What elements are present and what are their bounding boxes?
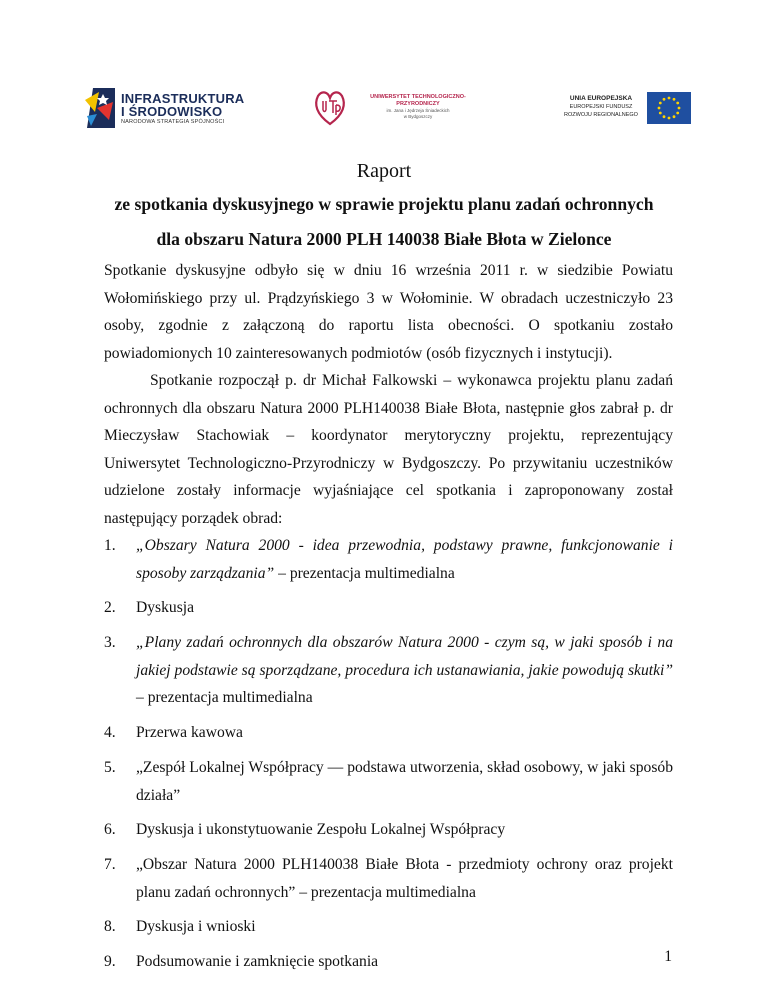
- logo-strip: [0, 84, 768, 132]
- agenda-item-text: [136, 594, 673, 622]
- infrastruktura-line2: I ŚRODOWISKO: [121, 104, 223, 119]
- agenda-item-text: [136, 532, 673, 587]
- agenda-item-note: Podsumowanie i zamknięcie spotkania: [136, 953, 379, 970]
- infrastruktura-line1: INFRASTRUKTURA: [121, 91, 245, 106]
- paragraph-meeting-details: Spotkanie dyskusyjne odbyło się w dniu 16 września 2011 r. w siedzibie Powiatu Wołomińskiego przy ul. Prądzyńskiego 3 w Wołominie. W obradach uczestniczyło 23 osoby, zgodnie z załączoną do raportu lista obecności. O spotkaniu zostało powiadomionych 10 zainteresowanych podmiotów (osób fizycznych i instytucji).: [104, 262, 673, 362]
- agenda-item-note: Dyskusja i wnioski: [136, 918, 256, 935]
- agenda-item-text: [136, 754, 673, 809]
- agenda-item-number: 4.: [104, 724, 116, 741]
- agenda-item-number: 5.: [104, 759, 116, 776]
- utp-line1: UNIWERSYTET TECHNOLOGICZNO-PRZYRODNICZY: [370, 94, 466, 107]
- eu-logo: [556, 92, 688, 126]
- agenda-item-note: Dyskusja: [136, 599, 195, 616]
- agenda-item-note: – prezentacja multimedialna: [274, 564, 455, 582]
- agenda-item-number: 7.: [104, 856, 116, 873]
- infrastruktura-text: [121, 92, 244, 126]
- infrastruktura-emblem-icon: [83, 86, 117, 130]
- eu-line2: EUROPEJSKI FUNDUSZ: [569, 104, 633, 110]
- eu-text: [556, 94, 646, 119]
- agenda-item-text: [136, 913, 673, 941]
- infrastruktura-logo: [83, 86, 243, 132]
- agenda-item-text: [136, 629, 673, 712]
- eu-line3: ROZWOJU REGIONALNEGO: [564, 112, 638, 118]
- agenda-item-text: [136, 816, 673, 844]
- agenda-item-note: – prezentacja multimedialna: [136, 689, 313, 706]
- eu-flag-icon: [647, 92, 691, 124]
- utp-line3: w Bydgoszczy: [403, 114, 433, 119]
- document-subtitle-line1: ze spotkania dyskusyjnego w sprawie projektu planu zadań ochronnych: [114, 194, 654, 214]
- document-title: Raport: [356, 160, 412, 182]
- agenda-item-title: „Obszary Natura 2000 - idea przewodnia, podstawy prawne, funkcjonowanie i sposoby zarządzania”: [136, 537, 673, 582]
- agenda-item-text: [136, 948, 673, 976]
- agenda-item-number: 6.: [104, 821, 116, 838]
- agenda-item-number: 1.: [104, 537, 116, 554]
- agenda-item-text: [136, 719, 673, 747]
- document-subtitle-line2: dla obszaru Natura 2000 PLH 140038 Białe Błota w Zielonce: [156, 229, 612, 249]
- agenda-item-number: 8.: [104, 918, 116, 935]
- utp-text: [353, 94, 483, 120]
- agenda-item-note: Dyskusja i ukonstytuowanie Zespołu Lokalnej Współpracy: [136, 821, 506, 838]
- page-number: 1: [664, 948, 672, 965]
- agenda-item-number: 9.: [104, 953, 116, 970]
- eu-line1: UNIA EUROPEJSKA: [569, 95, 633, 102]
- utp-emblem-icon: [312, 88, 348, 126]
- agenda-item-text: [136, 851, 673, 906]
- agenda-item-title: „Plany zadań ochronnych dla obszarów Natura 2000 - czym są, w jaki sposób i na jakiej podstawie są sporządzane, procedura ich ustanawiania, jakie powodują skutki”: [136, 634, 673, 679]
- agenda-item-note: „Obszar Natura 2000 PLH140038 Białe Błota - przedmioty ochrony oraz projekt planu zadań ochronnych” – prezentacja multimedialna: [136, 856, 673, 901]
- agenda-item-number: 2.: [104, 599, 116, 616]
- agenda-item-note: Przerwa kawowa: [136, 724, 243, 741]
- utp-line2: im. Jana i Jędrzeja Śniadeckich: [386, 108, 450, 113]
- agenda-item-number: 3.: [104, 634, 116, 651]
- paragraph-meeting-opening: Spotkanie rozpoczął p. dr Michał Falkowski – wykonawca projektu planu zadań ochronnych dla obszaru Natura 2000 PLH140038 Białe Błota, następnie głos zabrał p. dr Mieczysław Stachowiak – koordynator merytoryczny projektu, reprezentujący Uniwersytet Technologiczno-Przyrodniczy w Bydgoszczy. Po przywitaniu uczestników udzielone zostały informacje wyjaśniające cel spotkania i zaproponowany został następujący porządek obrad:: [104, 372, 673, 527]
- agenda-item-note: „Zespół Lokalnej Współpracy — podstawa utworzenia, skład osobowy, w jaki sposób działa”: [136, 759, 673, 804]
- utp-logo: [312, 88, 482, 128]
- infrastruktura-line3: NARODOWA STRATEGIA SPÓJNOŚCI: [121, 119, 225, 125]
